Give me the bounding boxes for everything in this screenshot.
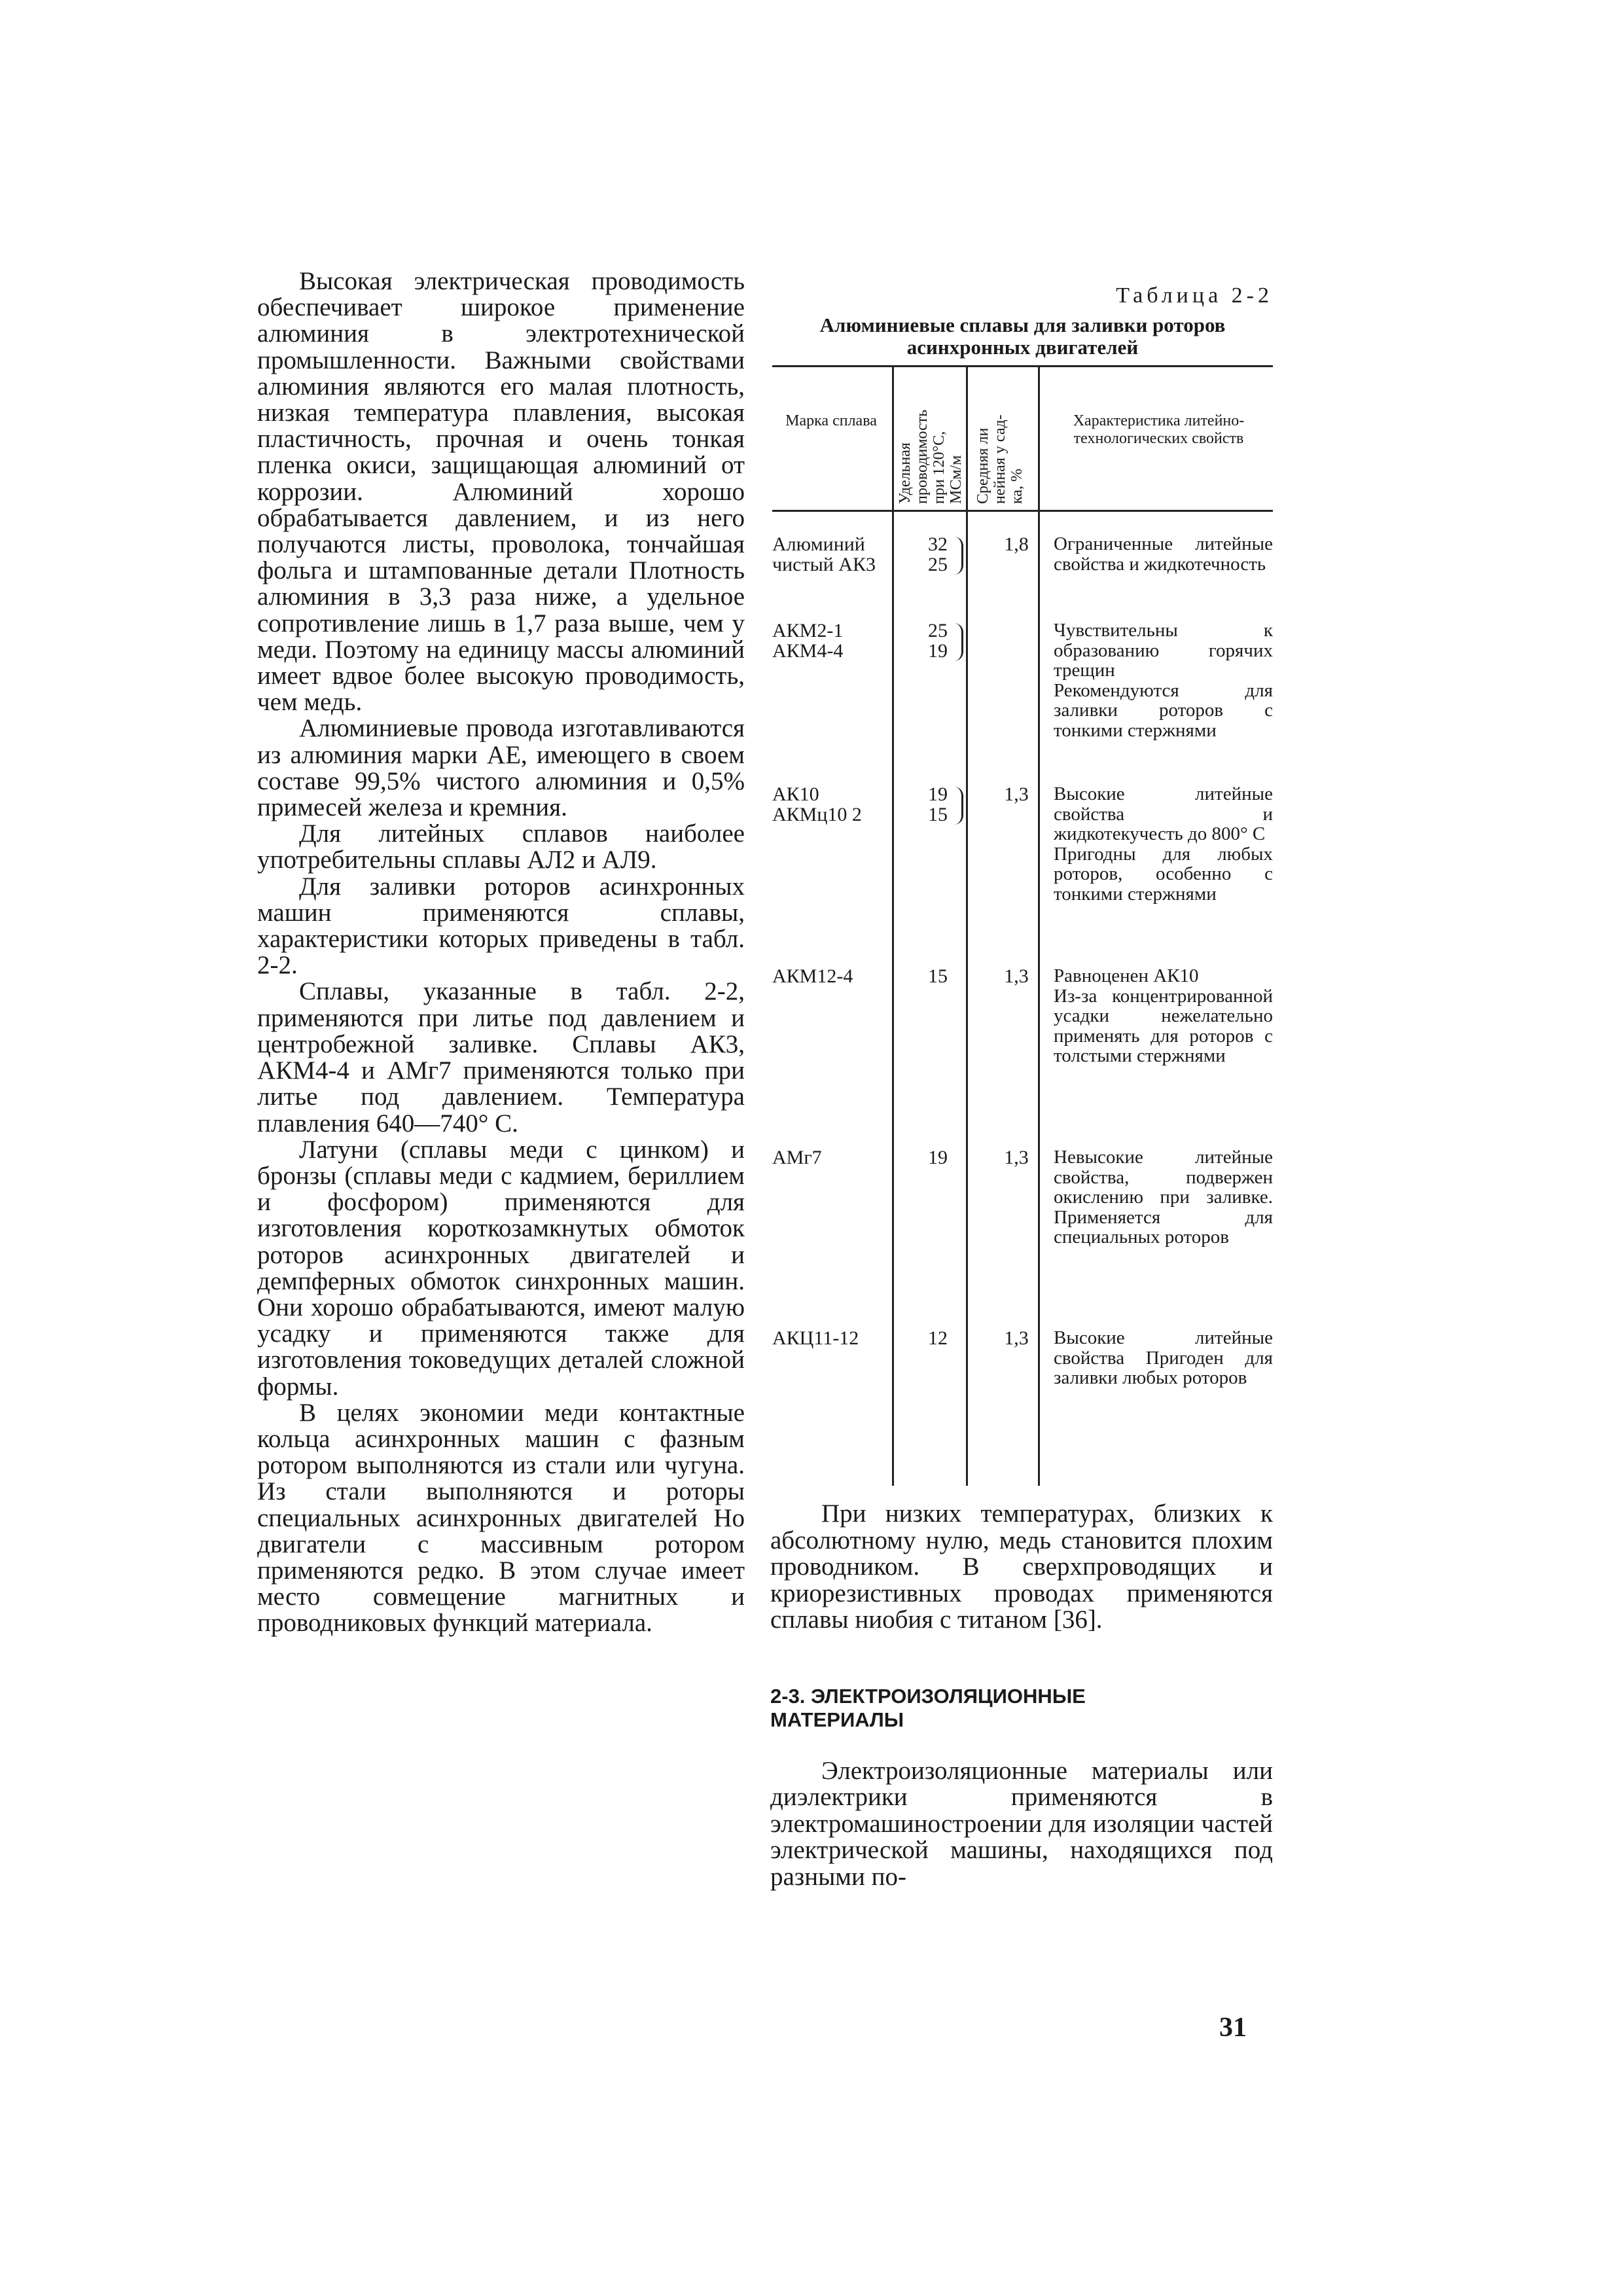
header-line: ка, % [1008,469,1026,504]
cell-conductivity: 19 [928,783,948,805]
cell-shrinkage: 1,3 [1004,1327,1029,1349]
table-title [772,314,1273,359]
cell-conductivity: 25 [928,554,948,575]
column-divider [892,365,894,1486]
column-divider [1038,365,1040,1486]
cell-conductivity: 15 [928,804,948,825]
cell-conductivity: 15 [928,965,948,987]
section-heading: 2-3. ЭЛЕКТРОИЗОЛЯЦИОННЫЕ МАТЕРИАЛЫ [770,1684,1086,1731]
cell-grade: АКМ12-4 [772,965,853,987]
cell-characteristics [1054,534,1273,574]
cell-shrinkage: 1,3 [1004,965,1029,987]
table-caption [772,283,1273,359]
paragraph: Сплавы, указанные в табл. 2-2, применяются при литье под давлением и центробежной заливке. Сплавы АК3, АКМ4-4 и АМг7 применяются только при литье под давлением. Температура плавления 640—740° С. [257,977,745,1138]
cell-conductivity: 25 [928,620,948,641]
header-shrinkage [974,414,1026,504]
brace-icon [952,787,963,825]
table-header-rule [772,510,1273,512]
cell-grade: Алюминий чистый АК3 [772,533,876,575]
cell-grade: АМг7 [772,1147,822,1168]
characteristics-text: Пригодны для любых роторов, особенно с тонкими стержнями [1054,843,1273,905]
left-text-column [257,268,745,1637]
page-number: 31 [1219,2013,1247,2043]
cell-conductivity: 32 [928,533,948,555]
characteristics-text: Чувствительны к образованию горячих трещин [1054,620,1273,681]
paragraph: Высокая электрическая проводимость обеспечивает широкое применение алюминия в электротехнической промышленности. Важными свойствами алюминия являются его малая плотность, низкая температура плавления, высокая пластичность, прочная и очень тонкая пленка окиси, защищающая алюминий от коррозии. Алюминий хорошо обрабатывается давлением, и из него получаются листы, проволока, тончайшая фольга и штампованные детали Плотность алюминия в 3,3 раза ниже, а удельное сопротивление лишь в 1,7 раза выше, чем у меди. Поэтому на единицу массы алюминий имеет вдвое более высокую проводимость, чем медь. [257,267,745,717]
table-top-rule [772,365,1273,367]
cell-characteristics [1054,966,1273,1066]
cell-shrinkage: 1,3 [1004,783,1029,805]
paragraph: Для литейных сплавов наиболее употребительны сплавы АЛ2 и АЛ9. [257,819,745,874]
paragraph: Для заливки роторов асинхронных машин применяются сплавы, характеристики которых приведены в табл. 2-2. [257,872,745,980]
characteristics-text: Высокие литейные свойства и жидкотекучесть до 800° С [1054,783,1273,844]
cell-characteristics [1054,1328,1273,1388]
characteristics-text: Высокие литейные свойства Пригоден для заливки любых роторов [1054,1327,1273,1388]
cell-grade: АК10 [772,783,819,805]
right-text-column [770,1501,1273,1890]
cell-shrinkage: 1,8 [1004,533,1029,555]
characteristics-text: Невысокие литейные свойства, подвержен окислению при заливке. Применяется для специальных роторов [1054,1147,1273,1247]
cell-shrinkage: 1,3 [1004,1147,1029,1168]
characteristics-text: Рекомендуются для заливки роторов с тонкими стержнями [1054,679,1273,741]
header-grade: Марка сплава [785,412,877,429]
header-characteristics: Характеристика литейно-технологических свойств [1073,412,1245,447]
paragraph: Латуни (сплавы меди с цинком) и бронзы (сплавы меди с кадмием, бериллием и фосфором) применяются для изготовления короткозамкнутых обмоток роторов асинхронных двигателей и демпферных обмоток синхронных машин. Они хорошо обрабатываются, имеют малую усадку и применяются также для изготовления токоведущих деталей сложной формы. [257,1135,745,1401]
cell-grade: АКМ2-1 [772,620,844,641]
brace-icon [952,623,963,661]
header-line: проводимость [914,409,931,504]
cell-grade: АКМц10 2 [772,804,862,825]
table-label: Таблица 2-2 [1116,283,1273,308]
header-line: Средняя ли [974,427,991,504]
cell-grade: АКМ4-4 [772,640,844,662]
table-title-line: Алюминиевые сплавы для заливки роторов [819,314,1226,336]
characteristics-text: Равноценен АК10 [1054,965,1199,986]
cell-characteristics [1054,784,1273,904]
column-divider [966,365,968,1486]
characteristics-text: Из-за концентрированной усадки нежелательно применять для роторов с толстыми стержнями [1054,985,1273,1066]
header-line: при 120°С, [931,431,948,504]
header-line: МСм/м [948,455,965,504]
paragraph: Электроизоляционные материалы или диэлектрики применяются в электромашиностроении для изоляции частей электрической машины, находящихся под разными по- [770,1756,1273,1891]
cell-conductivity: 19 [928,640,948,662]
cell-characteristics [1054,1147,1273,1247]
header-line: нейная у сад- [991,414,1008,504]
cell-grade: АКЦ11-12 [772,1327,859,1349]
header-conductivity [897,410,965,504]
table-title-line: асинхронных двигателей [906,336,1139,359]
paragraph: В целях экономии меди контактные кольца асинхронных машин с фазным ротором выполняются из стали или чугуна. Из стали выполняются и роторы специальных асинхронных двигателей Но двигатели с массивным ротором применяются редко. В этом случае имеет место совмещение магнитных и проводниковых функций материала. [257,1398,745,1638]
paragraph: При низких температурах, близких к абсолютному нулю, медь становится плохим проводником. В сверхпроводящих и криорезистивных проводах применяются сплавы ниобия с титаном [36]. [770,1499,1273,1634]
cell-conductivity: 19 [928,1147,948,1168]
cell-characteristics [1054,620,1273,740]
alloy-table [772,365,1273,1486]
cell-conductivity: 12 [928,1327,948,1349]
characteristics-text: Ограниченные литейные свойства и жидкотечность [1054,533,1273,575]
header-line: Удельная [897,442,914,504]
brace-icon [952,537,963,575]
paragraph: Алюминиевые провода изготавливаются из алюминия марки АЕ, имеющего в своем составе 99,5% чистого алюминия и 0,5% примесей железа и кремния. [257,714,745,822]
